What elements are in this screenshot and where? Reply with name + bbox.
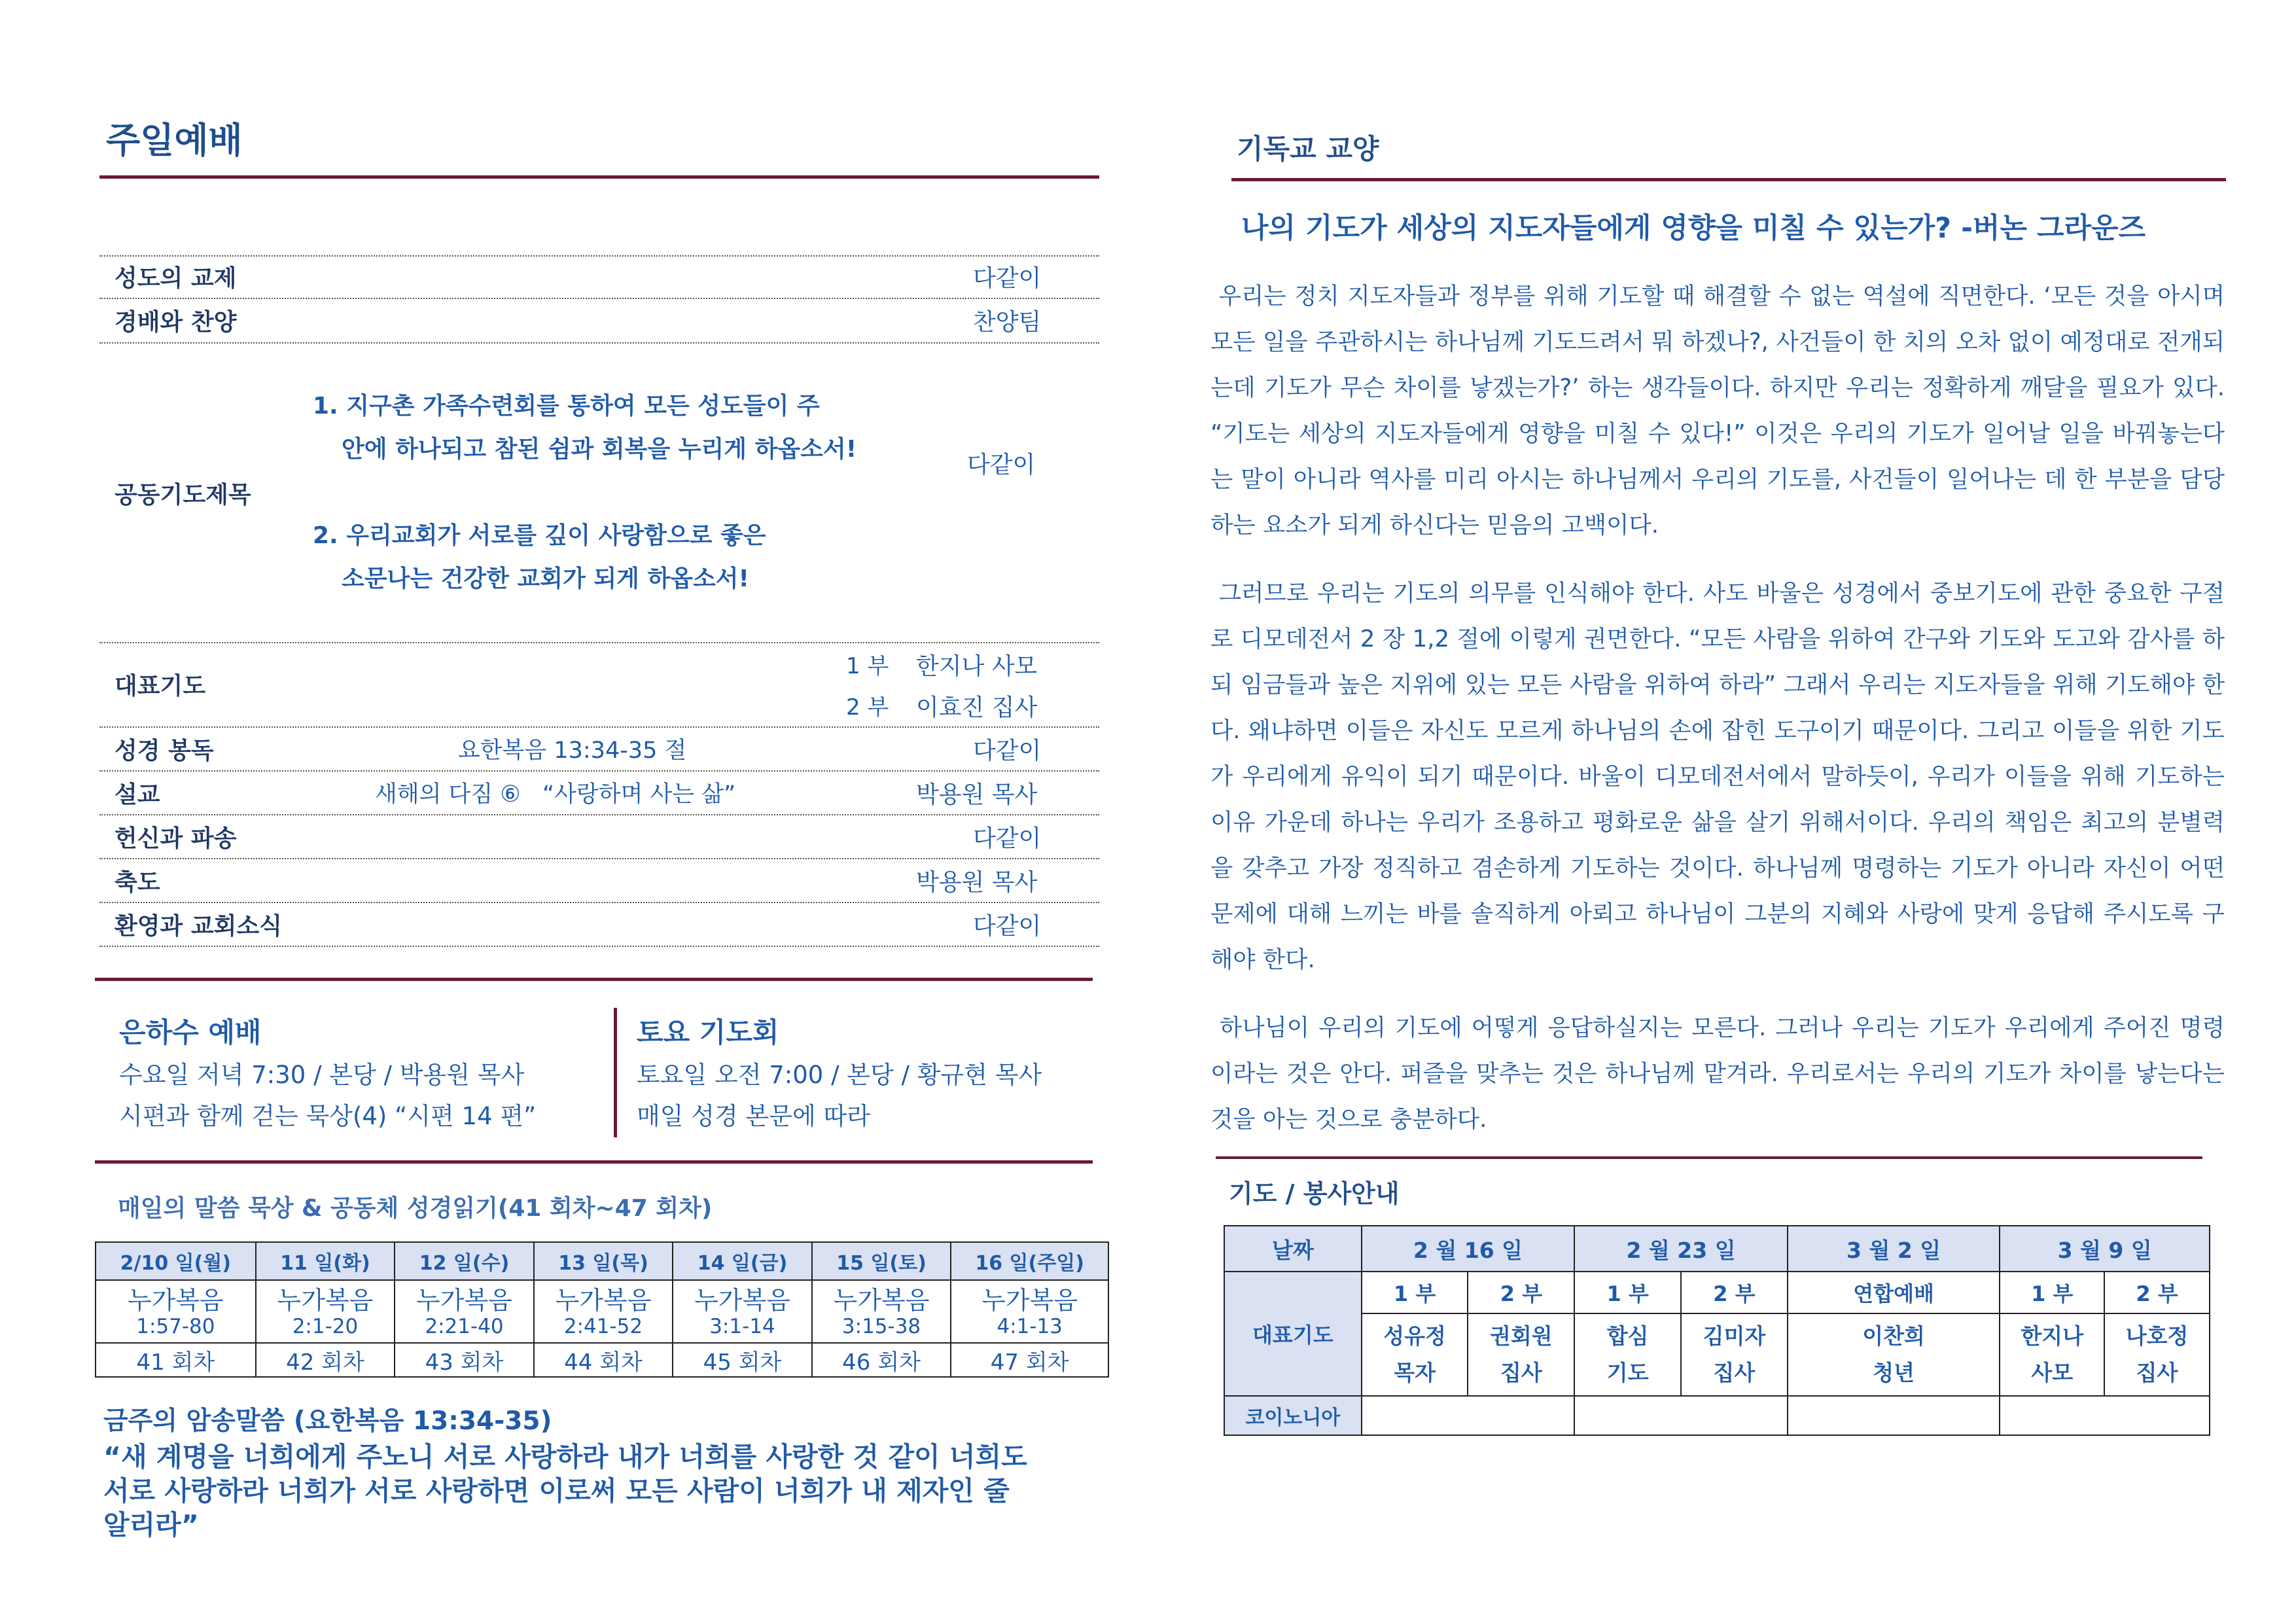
date-cell: 2 월 16 일 [1362, 1226, 1575, 1272]
order-label-scripture: 성경 봉독 [115, 738, 214, 764]
table-row [96, 1343, 1108, 1377]
order-mid-sermon: 새해의 다짐 ⑥ “사랑하며 사는 삶” [375, 781, 736, 808]
order-who-sermon: 박용원 목사 [916, 781, 1038, 808]
memory-verse-line: “새 계명을 너희에게 주노니 서로 사랑하라 내가 너희를 사랑한 것 같이 너희도 [103, 1441, 1027, 1472]
service-guide-table [1224, 1225, 2210, 1436]
paragraph-text: 우리는 정치 지도자들과 정부를 위해 기도할 때 해결할 수 없는 역설에 직면한다. ‘모든 것을 아시며 모든 일을 주관하시는 하나님께 기도드려서 뭐 하겠나?, 사건들이 한 치의 오차 없이 예정대로 전개되는데 기도가 무슨 차이를 낳겠는가?’ 하는 생각들이다. 하지만 우리는 정확하게 깨달을 필요가 있다. “기도는 세상의 지도자들에게 영향을 미칠 수 있다!” 이것은 우리의 기도가 일어날 일을 바꿔놓는다는 말이 아니라 역사를 미리 아시는 하나님께서 우리의 기도를, 사건들이 일어나는 데 한 부분을 담당하는 요소가 되게 하신다는 믿음의 고백이다. [1210, 283, 2225, 539]
count-cell: 41 회차 [96, 1343, 256, 1377]
part-cell: 1 부 [2000, 1272, 2104, 1313]
order-label-dedication: 헌신과 파송 [115, 825, 237, 852]
person-name: 권회원 [1490, 1323, 1553, 1349]
person-role: 청년 [1873, 1360, 1915, 1385]
day-header: 12 일(수) [395, 1242, 534, 1280]
empty-cell [1788, 1396, 2000, 1435]
common-prayer-who: 다같이 [967, 452, 1036, 478]
ref-cell: 3:1-14 [673, 1315, 812, 1343]
row-divider [99, 770, 1099, 772]
person-role: 기도 [1606, 1360, 1649, 1385]
count-cell: 45 회차 [673, 1343, 812, 1377]
date-cell: 2 월 23 일 [1574, 1226, 1788, 1272]
book-cell: 누가복음 [951, 1280, 1108, 1315]
article-paragraph-2 [1210, 571, 2225, 983]
row-divider [99, 255, 1099, 257]
ref-cell: 1:57-80 [96, 1315, 256, 1343]
table-row [96, 1242, 1108, 1280]
common-prayer-label: 공동기도제목 [115, 482, 251, 508]
page-title-christian-culture: 기독교 교양 [1237, 133, 1379, 165]
ref-cell: 3:15-38 [812, 1315, 951, 1343]
order-label-fellowship: 성도의 교제 [115, 265, 237, 292]
table-row [1224, 1272, 2210, 1313]
ref-cell: 2:41-52 [534, 1315, 673, 1343]
person-role: 사모 [2031, 1360, 2074, 1385]
wednesday-heading: 은하수 예배 [119, 1016, 262, 1048]
day-header: 14 일(금) [673, 1242, 812, 1280]
order-mid-scripture: 요한복음 13:34-35 절 [458, 738, 687, 764]
book-cell: 누가복음 [812, 1280, 951, 1315]
section-divider [1216, 1156, 2202, 1159]
order-label-welcome: 환영과 교회소식 [115, 913, 282, 940]
order-who-praise: 찬양팀 [973, 309, 1042, 336]
prayer-line-4: 소문나는 건강한 교회가 되게 하옵소서! [342, 565, 749, 592]
rep-prayer-part-2: 2 부 [846, 694, 889, 721]
day-header: 13 일(목) [534, 1242, 673, 1280]
table-row [96, 1315, 1108, 1343]
paragraph-text: 하나님이 우리의 기도에 어떻게 응답하실지는 모른다. 그러나 우리는 기도가 우리에게 주어진 명령이라는 것은 안다. 퍼즐을 맞추는 것은 하나님께 맡겨라. 우리로서는 우리의 기도가 차이를 낳는다는 것을 아는 것으로 충분하다. [1210, 1014, 2225, 1133]
empty-cell [2000, 1396, 2210, 1435]
memory-verse-text [103, 1440, 1124, 1542]
part-cell: 2 부 [1681, 1272, 1788, 1313]
name-cell [1788, 1313, 2000, 1396]
rep-prayer-label: 대표기도 [115, 673, 206, 700]
title-divider [1231, 178, 2226, 181]
name-cell [1574, 1313, 1681, 1396]
empty-cell [1574, 1396, 1788, 1435]
ref-cell: 4:1-13 [951, 1315, 1108, 1343]
rep-prayer-part-1: 1 부 [846, 653, 889, 679]
name-cell [2000, 1313, 2104, 1396]
name-cell [2104, 1313, 2210, 1396]
section-divider [95, 1160, 1093, 1164]
row-label-rep-prayer: 대표기도 [1224, 1272, 1362, 1396]
day-header: 2/10 일(월) [96, 1242, 256, 1280]
saturday-heading: 토요 기도회 [637, 1016, 779, 1048]
part-cell: 2 부 [2104, 1272, 2210, 1313]
person-name: 성유정 [1383, 1323, 1446, 1349]
date-header: 날짜 [1224, 1226, 1362, 1272]
title-divider [99, 175, 1099, 179]
row-divider [99, 902, 1099, 903]
book-cell: 누가복음 [673, 1280, 812, 1315]
part-cell: 연합예배 [1788, 1272, 2000, 1313]
service-guide-title: 기도 / 봉사안내 [1229, 1179, 1400, 1208]
row-divider [99, 642, 1099, 643]
table-row [1224, 1313, 2210, 1396]
person-role: 집사 [1500, 1360, 1542, 1385]
row-divider [99, 726, 1099, 728]
count-cell: 42 회차 [256, 1343, 395, 1377]
section-divider [95, 978, 1093, 981]
person-role: 집사 [1713, 1360, 1756, 1385]
row-divider [99, 946, 1099, 947]
article-paragraph-1 [1210, 274, 2225, 548]
person-role: 목자 [1394, 1360, 1436, 1385]
empty-cell [1362, 1396, 1575, 1435]
prayer-line-3: 2. 우리교회가 서로를 깊이 사랑함으로 좋은 [313, 522, 766, 549]
order-who-dedication: 다같이 [973, 825, 1042, 852]
reading-plan-table [95, 1241, 1109, 1378]
date-cell: 3 월 2 일 [1788, 1226, 2000, 1272]
table-row [1224, 1396, 2210, 1435]
part-cell: 1 부 [1574, 1272, 1681, 1313]
person-name: 이찬희 [1862, 1323, 1925, 1349]
row-label-koinonia: 코이노니아 [1224, 1396, 1362, 1435]
paragraph-text: 그러므로 우리는 기도의 의무를 인식해야 한다. 사도 바울은 성경에서 중보기도에 관한 중요한 구절로 디모데전서 2 장 1,2 절에 이렇게 권면한다. “모든 사람을 위하여 간구와 기도와 도고와 감사를 하되 임금들과 높은 지위에 있는 모든 사람을 위하여 하라” 그래서 우리는 지도자들을 위해 기도해야 한다. 왜냐하면 이들은 자신도 모르게 하나님의 손에 잡힌 도구이기 때문이다. 그리고 이들을 위한 기도가 우리에게 유익이 되기 때문이다. 바울이 디모데전서에서 말하듯이, 우리가 이들을 위해 기도하는 이유 가운데 하나는 우리가 조용하고 평화로운 삶을 살기 위해서이다. 우리의 책임은 최고의 분별력을 갖추고 가장 정직하고 겸손하게 기도하는 것이다. 하나님께 명령하는 기도가 아니라 자신이 어떤 문제에 대해 느끼는 바를 솔직하게 아뢰고 하나님이 그분의 지혜와 사랑에 맞게 응답해 주시도록 구해야 한다. [1210, 580, 2225, 973]
memory-verse-line: 서로 사랑하라 너희가 서로 사랑하면 이로써 모든 사람이 너희가 내 제자인 줄 [103, 1475, 1010, 1507]
prayer-line-2: 안에 하나되고 참된 쉼과 회복을 누리게 하옵소서! [342, 436, 857, 463]
ref-cell: 2:1-20 [256, 1315, 395, 1343]
saturday-line-2: 매일 성경 본문에 따라 [637, 1102, 870, 1130]
table-row [96, 1280, 1108, 1315]
book-cell: 누가복음 [395, 1280, 534, 1315]
reading-plan-title: 매일의 말씀 묵상 & 공동체 성경읽기(41 회차~47 회차) [118, 1195, 713, 1222]
article-title: 나의 기도가 세상의 지도자들에게 영향을 미칠 수 있는가? -버논 그라운즈 [1241, 212, 2146, 245]
date-cell: 3 월 9 일 [2000, 1226, 2210, 1272]
person-name: 나호정 [2125, 1323, 2189, 1349]
wednesday-line-1: 수요일 저녁 7:30 / 본당 / 박용원 목사 [119, 1061, 525, 1089]
memory-verse-line: 알리라” [103, 1509, 199, 1541]
person-name: 합심 [1606, 1323, 1649, 1349]
ref-cell: 2:21-40 [395, 1315, 534, 1343]
row-divider [99, 298, 1099, 299]
person-role: 집사 [2136, 1360, 2178, 1385]
count-cell: 44 회차 [534, 1343, 673, 1377]
order-label-praise: 경배와 찬양 [115, 309, 237, 336]
count-cell: 47 회차 [951, 1343, 1108, 1377]
order-who-fellowship: 다같이 [973, 265, 1042, 292]
book-cell: 누가복음 [534, 1280, 673, 1315]
count-cell: 46 회차 [812, 1343, 951, 1377]
count-cell: 43 회차 [395, 1343, 534, 1377]
row-divider [99, 342, 1099, 344]
saturday-line-1: 토요일 오전 7:00 / 본당 / 황규현 목사 [637, 1061, 1042, 1089]
order-who-scripture: 다같이 [973, 738, 1042, 764]
name-cell [1681, 1313, 1788, 1396]
name-cell [1468, 1313, 1574, 1396]
vertical-divider [614, 1008, 617, 1137]
book-cell: 누가복음 [96, 1280, 256, 1315]
order-who-benediction: 박용원 목사 [916, 869, 1038, 896]
day-header: 16 일(주일) [951, 1242, 1108, 1280]
name-cell [1362, 1313, 1468, 1396]
order-label-benediction: 축도 [115, 869, 160, 896]
row-divider [99, 814, 1099, 815]
part-cell: 2 부 [1468, 1272, 1574, 1313]
order-label-sermon: 설교 [115, 781, 160, 808]
rep-prayer-name-1: 한지나 사모 [916, 653, 1038, 680]
person-name: 김미자 [1703, 1323, 1766, 1349]
memory-verse-title: 금주의 암송말씀 (요한복음 13:34-35) [103, 1406, 552, 1436]
wednesday-line-2: 시편과 함께 걷는 묵상(4) “시편 14 편” [119, 1102, 537, 1130]
rep-prayer-name-2: 이효진 집사 [916, 694, 1038, 721]
page-title-sunday-worship: 주일예배 [106, 120, 243, 161]
row-divider [99, 858, 1099, 859]
day-header: 15 일(토) [812, 1242, 951, 1280]
part-cell: 1 부 [1362, 1272, 1468, 1313]
prayer-line-1: 1. 지구촌 가족수련회를 통하여 모든 성도들이 주 [313, 393, 820, 419]
person-name: 한지나 [2021, 1323, 2084, 1349]
table-row [1224, 1226, 2210, 1272]
order-who-welcome: 다같이 [973, 913, 1042, 940]
book-cell: 누가복음 [256, 1280, 395, 1315]
day-header: 11 일(화) [256, 1242, 395, 1280]
article-paragraph-3 [1210, 1005, 2225, 1143]
